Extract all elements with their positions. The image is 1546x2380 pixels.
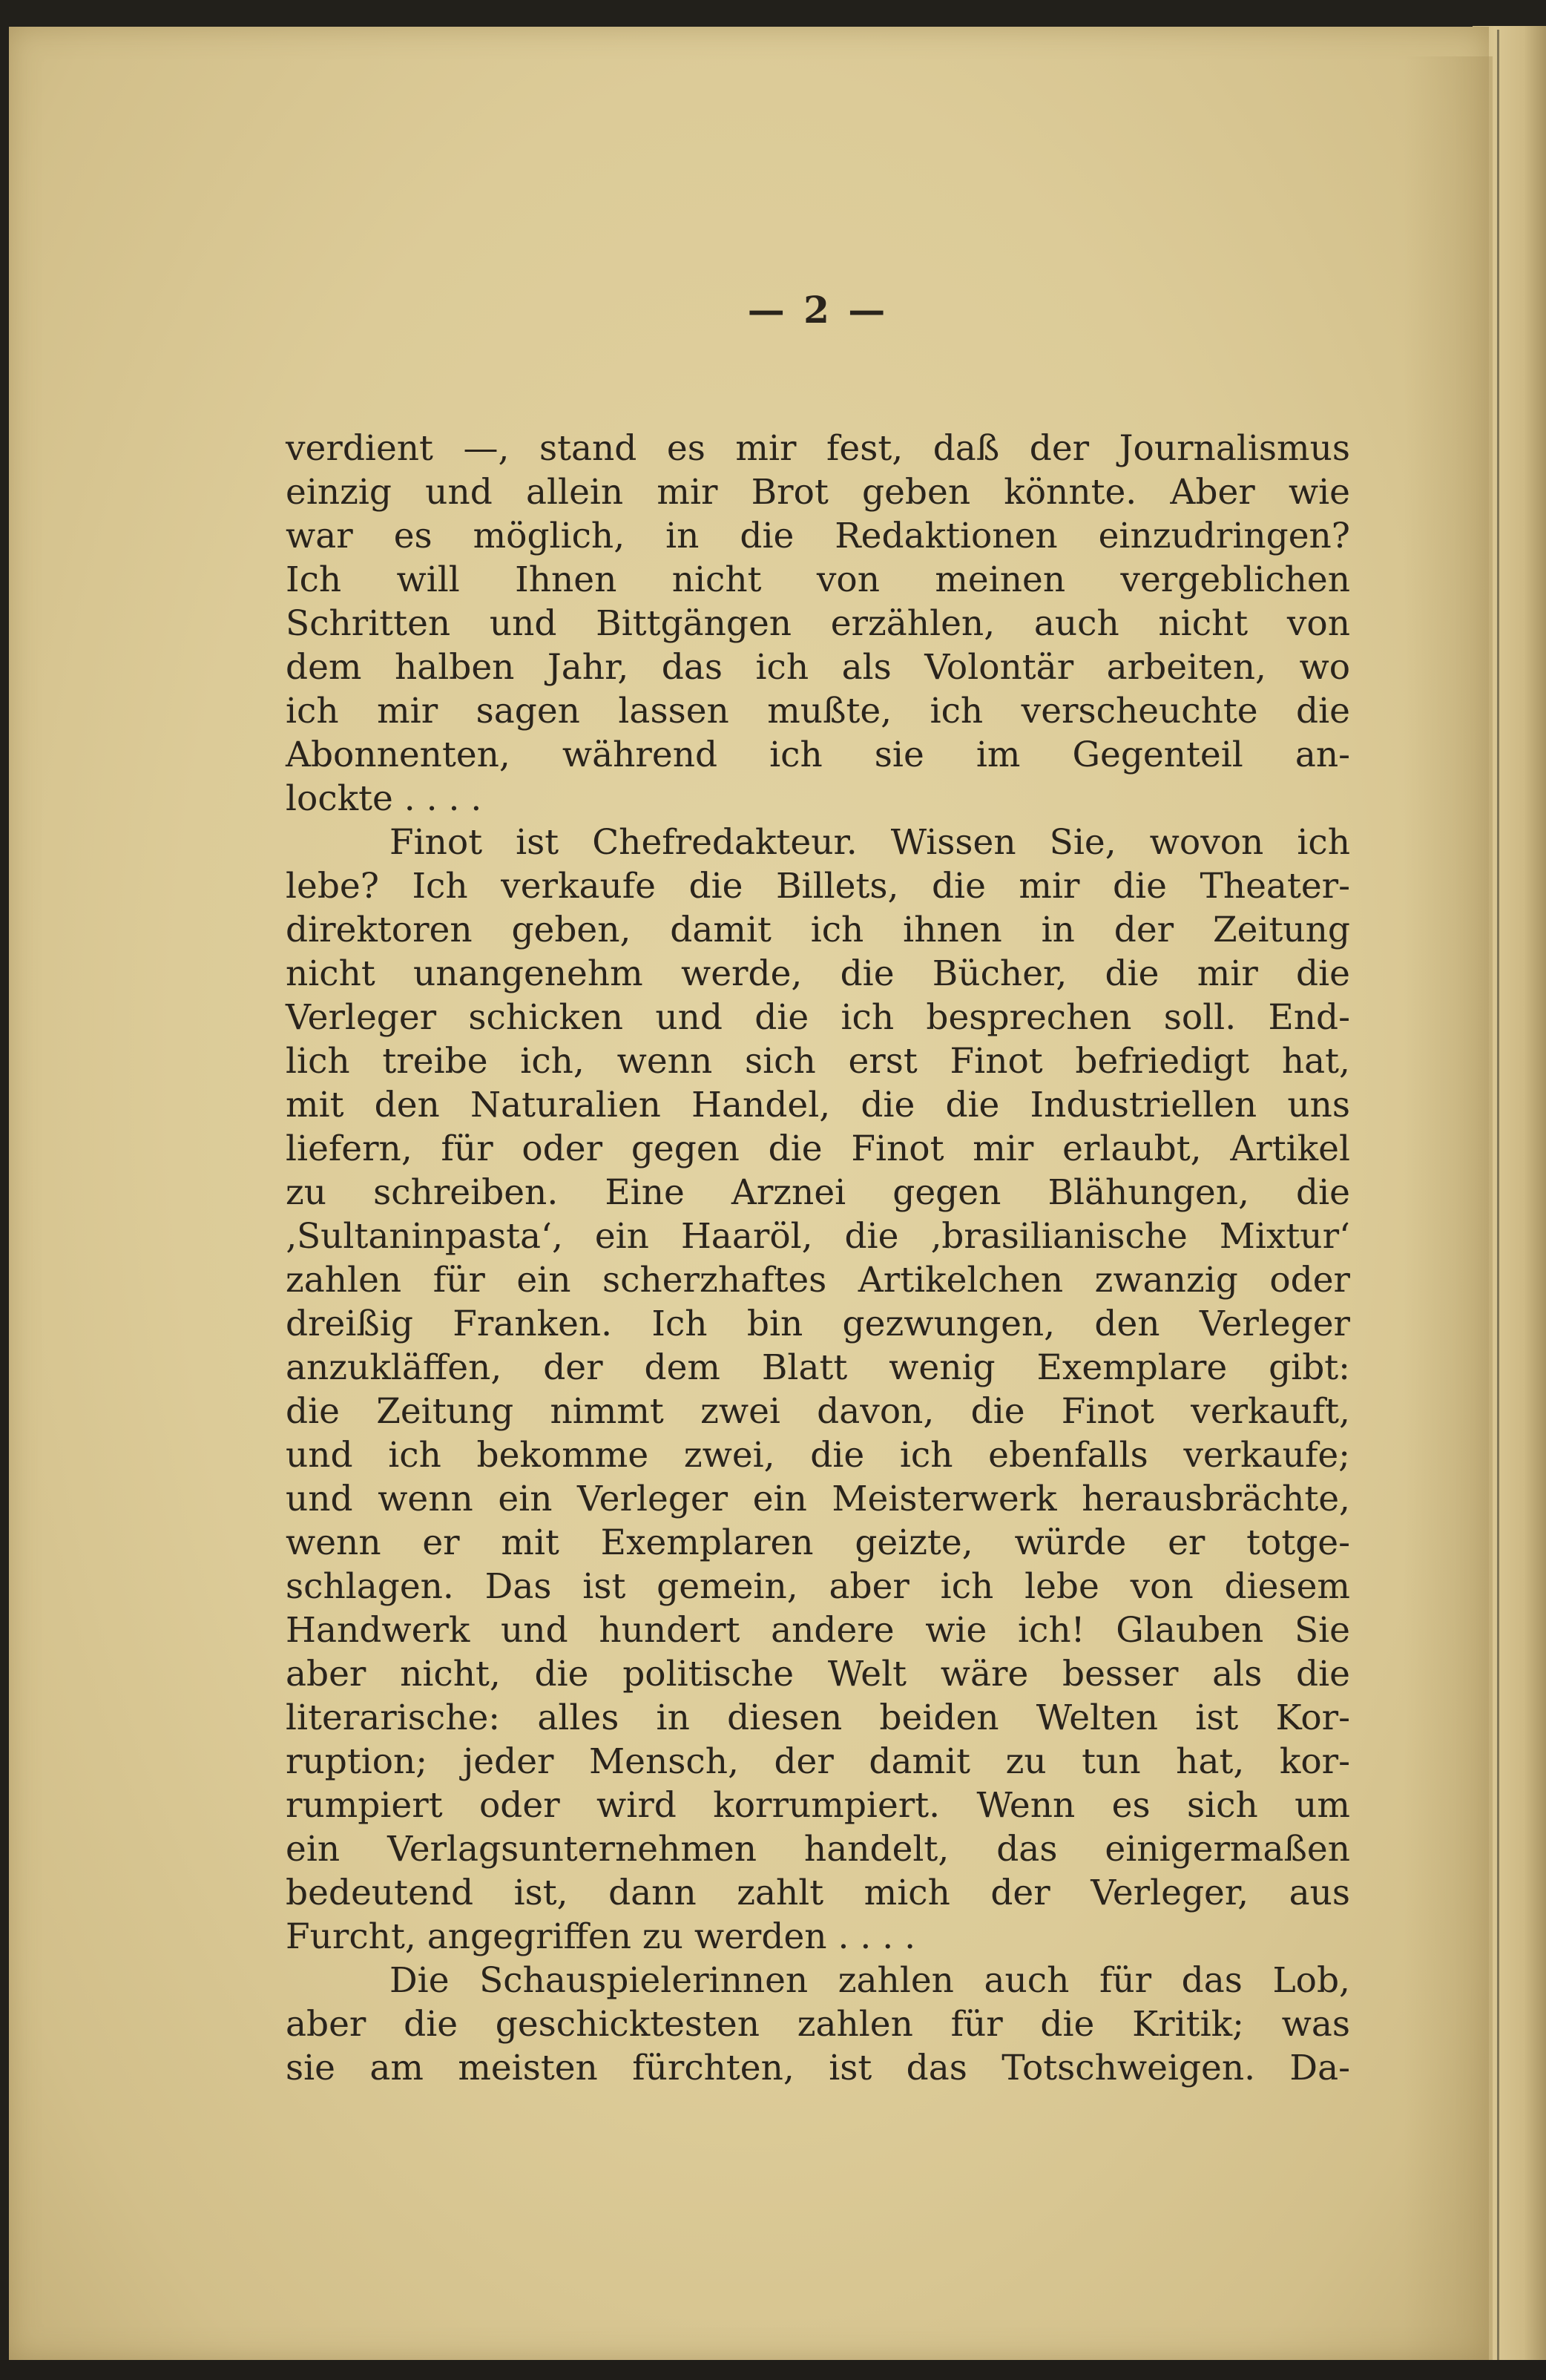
page-number: — 2 —: [747, 288, 889, 332]
scan-border: [0, 2360, 1546, 2380]
text-line: und wenn ein Verleger ein Meisterwerk herausbrächte,: [286, 1479, 1350, 1519]
text-line: Ich will Ihnen nicht von meinen vergeblichen: [286, 559, 1350, 600]
text-line: zahlen für ein scherzhaftes Artikelchen zwanzig oder: [286, 1260, 1350, 1301]
text-line: liefern, für oder gegen die Finot mir erlaubt, Artikel: [286, 1128, 1350, 1169]
text-line: dreißig Franken. Ich bin gezwungen, den Verleger: [286, 1304, 1350, 1344]
text-line: Verleger schicken und die ich besprechen soll. End-: [286, 997, 1350, 1038]
text-line: direktoren geben, damit ich ihnen in der Zeitung: [286, 910, 1350, 950]
text-line: nicht unangenehm werde, die Bücher, die mir die: [286, 953, 1350, 994]
text-line: Furcht, angegriffen zu werden . . . .: [286, 1916, 916, 1957]
text-line: lockte . . . .: [286, 778, 482, 819]
paragraph-start: Die Schauspielerinnen zahlen auch für das Lob,: [389, 1960, 1350, 2001]
text-line: einzig und allein mir Brot geben könnte. Aber wie: [286, 472, 1350, 513]
text-line: Schritten und Bittgängen erzählen, auch nicht von: [286, 603, 1350, 644]
text-line: sie am meisten fürchten, ist das Totschweigen. Da-: [286, 2048, 1350, 2088]
text-line: aber die geschicktesten zahlen für die Kritik; was: [286, 2004, 1350, 2045]
binding-shadow: [1497, 30, 1499, 2374]
paper-discoloration: [1404, 56, 1493, 2371]
body-text: [286, 427, 1350, 2090]
text-line: aber nicht, die politische Welt wäre besser als die: [286, 1654, 1350, 1694]
text-line: rumpiert oder wird korrumpiert. Wenn es sich um: [286, 1785, 1350, 1826]
text-line: bedeutend ist, dann zahlt mich der Verleger, aus: [286, 1873, 1350, 1913]
text-line: lebe? Ich verkaufe die Billets, die mir die Theater-: [286, 866, 1350, 907]
text-line: ‚Sultaninpasta‘, ein Haaröl, die ‚brasilianische Mixtur‘: [286, 1216, 1350, 1257]
text-line: dem halben Jahr, das ich als Volontär arbeiten, wo: [286, 647, 1350, 688]
text-line: Abonnenten, während ich sie im Gegenteil an-: [286, 734, 1350, 775]
text-line: anzukläffen, der dem Blatt wenig Exemplare gibt:: [286, 1347, 1350, 1388]
text-line: ruption; jeder Mensch, der damit zu tun hat, kor-: [286, 1741, 1350, 1782]
text-line: verdient —, stand es mir fest, daß der Journalismus: [286, 428, 1350, 469]
text-line: Handwerk und hundert andere wie ich! Glauben Sie: [286, 1610, 1350, 1651]
text-line: und ich bekomme zwei, die ich ebenfalls verkaufe;: [286, 1435, 1350, 1476]
text-line: wenn er mit Exemplaren geizte, würde er totge-: [286, 1522, 1350, 1563]
text-line: ich mir sagen lassen mußte, ich verscheuchte die: [286, 691, 1350, 732]
text-line: lich treibe ich, wenn sich erst Finot befriedigt hat,: [286, 1041, 1350, 1082]
text-line: ein Verlagsunternehmen handelt, das einigermaßen: [286, 1829, 1350, 1870]
text-line: die Zeitung nimmt zwei davon, die Finot verkauft,: [286, 1391, 1350, 1432]
paragraph-start: Finot ist Chefredakteur. Wissen Sie, wovon ich: [389, 822, 1350, 863]
text-line: war es möglich, in die Redaktionen einzudringen?: [286, 516, 1350, 556]
text-line: literarische: alles in diesen beiden Welten ist Kor-: [286, 1697, 1350, 1738]
text-line: mit den Naturalien Handel, die die Industriellen uns: [286, 1085, 1350, 1125]
text-line: schlagen. Das ist gemein, aber ich lebe von diesem: [286, 1566, 1350, 1607]
text-line: zu schreiben. Eine Arznei gegen Blähungen, die: [286, 1172, 1350, 1213]
